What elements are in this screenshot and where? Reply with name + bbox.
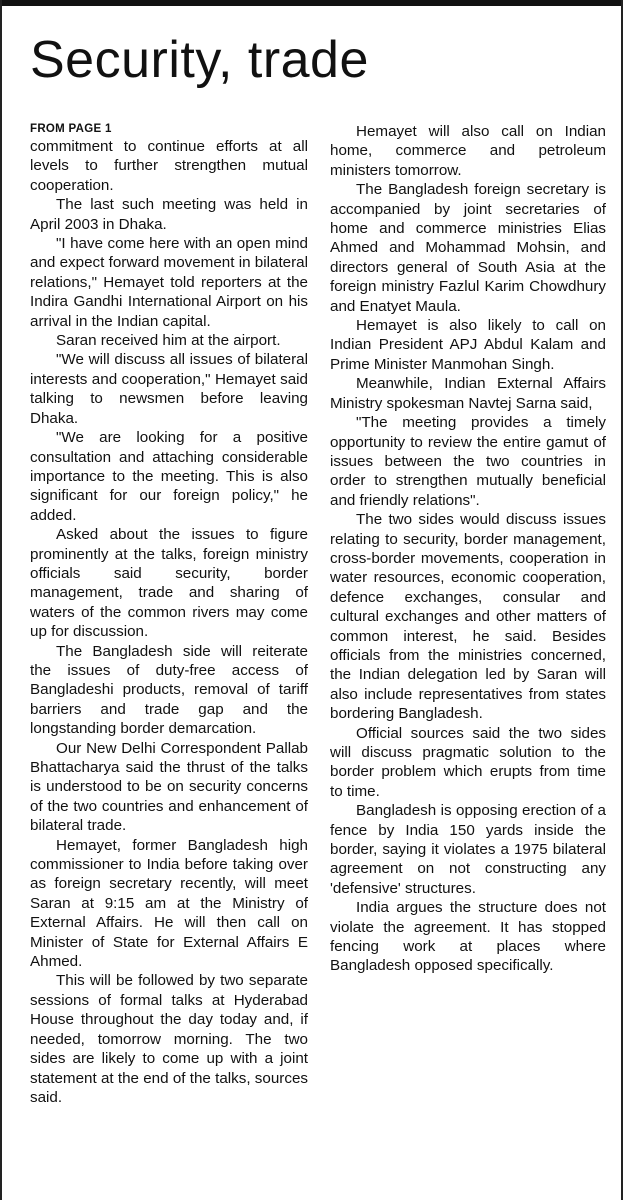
paragraph: "I have come here with an open mind and expect forward movement in bilateral relations," Hemayet told reporters at the Indira Gandhi International Airport on his arrival in the Indian capital.: [30, 235, 308, 330]
paragraph: Meanwhile, Indian External Affairs Ministry spokesman Navtej Sarna said,: [330, 375, 606, 412]
paragraph: Asked about the issues to figure prominently at the talks, foreign ministry officials said security, border management, trade and sharing of waters of the common rivers may come up for discussion.: [30, 526, 308, 641]
headline: Security, trade: [30, 31, 369, 89]
paragraph: "We will discuss all issues of bilateral interests and cooperation," Hemayet said talking to newsmen before leaving Dhaka.: [30, 351, 308, 427]
paragraph: commitment to continue efforts at all levels to further strengthen mutual cooperation.: [30, 138, 308, 194]
paragraph: India argues the structure does not violate the agreement. It has stopped fencing work at places where Bangladesh opposed specifically.: [330, 899, 606, 975]
paragraph: This will be followed by two separate sessions of formal talks at Hyderabad House throughout the day today and, if needed, tomorrow morning. The two sides are likely to come up with a joint statement at the end of the talks, sources said.: [30, 972, 308, 1106]
top-border-rule: [0, 0, 623, 6]
left-column: [30, 122, 308, 1107]
right-column: [330, 122, 606, 976]
left-border-rule: [0, 0, 2, 1200]
paragraph: The Bangladesh side will reiterate the issues of duty-free access of Bangladeshi products, removal of tariff barriers and trade gap and the longstanding border demarcation.: [30, 642, 308, 738]
paragraph: The Bangladesh foreign secretary is accompanied by joint secretaries of home and commerce ministries Elias Ahmed and Mohammad Mohsin, and directors general of South Asia at the foreign ministry Fazlul Karim Chowdhury and Enatyet Maula.: [330, 181, 606, 315]
paragraph: Our New Delhi Correspondent Pallab Bhattacharya said the thrust of the talks is understood to be on security concerns of the two countries and enhancement of bilateral trade.: [30, 739, 308, 835]
paragraph: Hemayet is also likely to call on Indian President APJ Abdul Kalam and Prime Minister Manmohan Singh.: [330, 317, 606, 373]
paragraph: "We are looking for a positive consultation and attaching considerable importance to the meeting. This is also significant for our foreign policy," he added.: [30, 429, 308, 524]
paragraph: Saran received him at the airport.: [56, 332, 281, 350]
paragraph: The two sides would discuss issues relating to security, border management, cross-border movements, cooperation in water resources, economic cooperation, defence exchanges, consular and cultural exchanges and other matters of common interest, he said. Besides officials from the ministries concerned, the Indian delegation led by Saran will also include representatives from states bordering Bangladesh.: [330, 511, 606, 723]
paragraph: Bangladesh is opposing erection of a fence by India 150 yards inside the border, saying it violates a 1975 bilateral agreement on not constructing any 'defensive' structures.: [330, 802, 606, 897]
paragraph: Hemayet, former Bangladesh high commissioner to India before taking over as foreign secretary recently, will meet Saran at 9:15 am at the Ministry of External Affairs. He will then call on Minister of State for External Affairs E Ahmed.: [30, 836, 308, 971]
paragraph: "The meeting provides a timely opportunity to review the entire gamut of issues between the two countries in order to strengthen mutually beneficial and friendly relations".: [330, 414, 606, 509]
paragraph: The last such meeting was held in April 2003 in Dhaka.: [30, 196, 308, 233]
paragraph: Official sources said the two sides will discuss pragmatic solution to the border problem which erupts from time to time.: [330, 724, 606, 800]
kicker-from-page-1: FROM PAGE 1: [30, 123, 112, 135]
paragraph: Hemayet will also call on Indian home, commerce and petroleum ministers tomorrow.: [330, 123, 606, 179]
